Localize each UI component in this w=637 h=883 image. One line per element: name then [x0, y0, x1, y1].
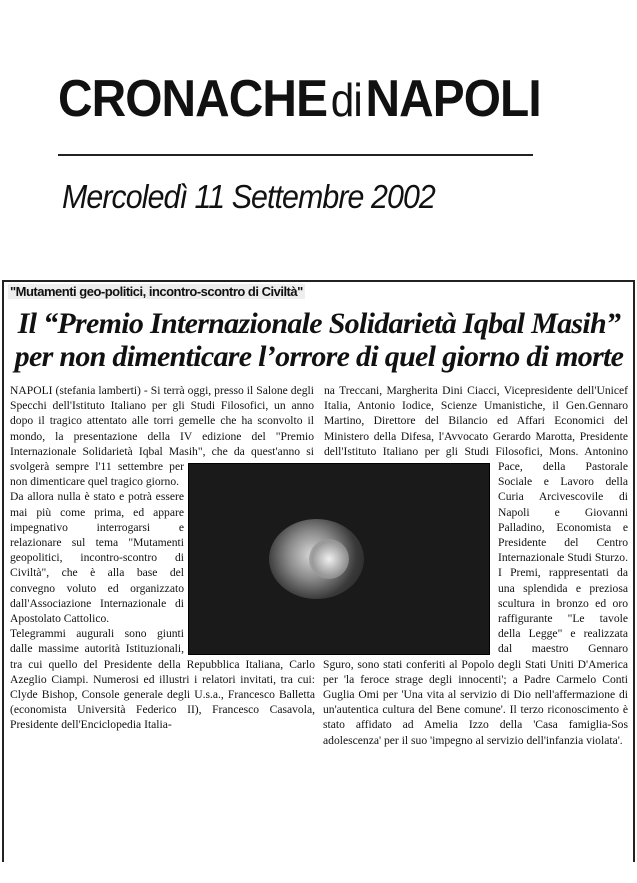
masthead-divider [58, 154, 533, 156]
article-box-right-border [633, 280, 635, 862]
headline-line-1: Il “Premio Internazionale Solidarietà Iqbal Masih” [17, 307, 621, 340]
newspaper-masthead [58, 68, 541, 130]
article-photo [188, 463, 490, 655]
article-kicker: "Mutamenti geo-politici, incontro-scontro di Civiltà" [10, 284, 303, 299]
publication-date: Mercoledì 11 Settembre 2002 [62, 178, 435, 215]
masthead-part-1: CRONACHE [58, 70, 328, 128]
paragraph-1: NAPOLI (stefania lamberti) - Si terrà oggi, presso il Salone degli Specchi dell'Istituto Italiano per gli Studi Filosofici, un anno dopo il tragico attentato alle torri gemelle che ha sconvolto il mondo, la presentazione della IV edizione del "Premio Internazionale Solidarietà Iqbal Masih", che da quest'anno si svolgerà sempre l'11 settembre per non dimenticare quel tragico giorno. [10, 384, 314, 489]
photo-highlight [309, 539, 349, 579]
article-box-left-border [2, 280, 4, 862]
headline-line-2: per non dimenticare l’orrore di quel giorno di morte [14, 340, 624, 373]
paragraph-3: Telegrammi augurali sono giunti dalle massime autorità Istituzionali, tra cui quello del Presidente della Repubblica Italiana, Carlo Azeglio Ciampi. Numerosi ed illustri i relatori invitati, tra cui: Clyde Bishop, Console generale degli U.s.a., Francesco Balletta (economista Università Federico II), Francesco Casavola, Presidente dell'Enciclopedia Italia- [10, 627, 315, 732]
paragraph-4: na Treccani, Margherita Dini Ciacci, Vicepresidente dell'Unicef Italia, Antonio Iodice, Scienze Umanistiche, il Gen.Gennaro Martino, Direttore del Bilancio ed Affari Economici del Ministero della Difesa, l'Avvocato Gerardo Marotta, Presidente dell'Istituto Italiano per gli Studi Filosofici, Mons. Antonino Pace, della Pastorale Sociale e Lavoro della Curia Arcivescovile di Napoli e Giovanni Palladino, Economista e Presidente del Centro Internazionale Studi Sturzo. I Premi, rappresentati da una splendida e preziosa scultura in bronzo ed oro raffigurante "Le tavole della Legge" e realizzata dal maestro Gennaro Sguro, sono stati conferiti al Popolo degli Stati Uniti D'America per 'la feroce strage degli innocenti'; a Padre Carmelo Conti Guglia Omi per 'Una vita al servizio di Dio nell'affermazione di un'autentica cultura del Bene comune'. Il terzo riconoscimento è stato affidato ad Amelia Izzo della 'Casa famiglia-Sos adolescenza' per il suo 'impegno al servizio dell'infanzia violata'. [323, 384, 628, 747]
masthead-part-2: di [330, 74, 362, 126]
article-box-top-border [2, 280, 635, 282]
masthead-part-3: NAPOLI [365, 70, 541, 128]
paragraph-2: Da allora nulla è stato e potrà essere mai più come prima, ed appare impegnativo interrogarsi e relazionare sul tema "Mutamenti geopolitici, incontro-scontro di Civiltà", che è alla base del convegno voluto ed organizzato dall'Associazione Internazionale di Apostolato Cattolico. [10, 490, 184, 626]
